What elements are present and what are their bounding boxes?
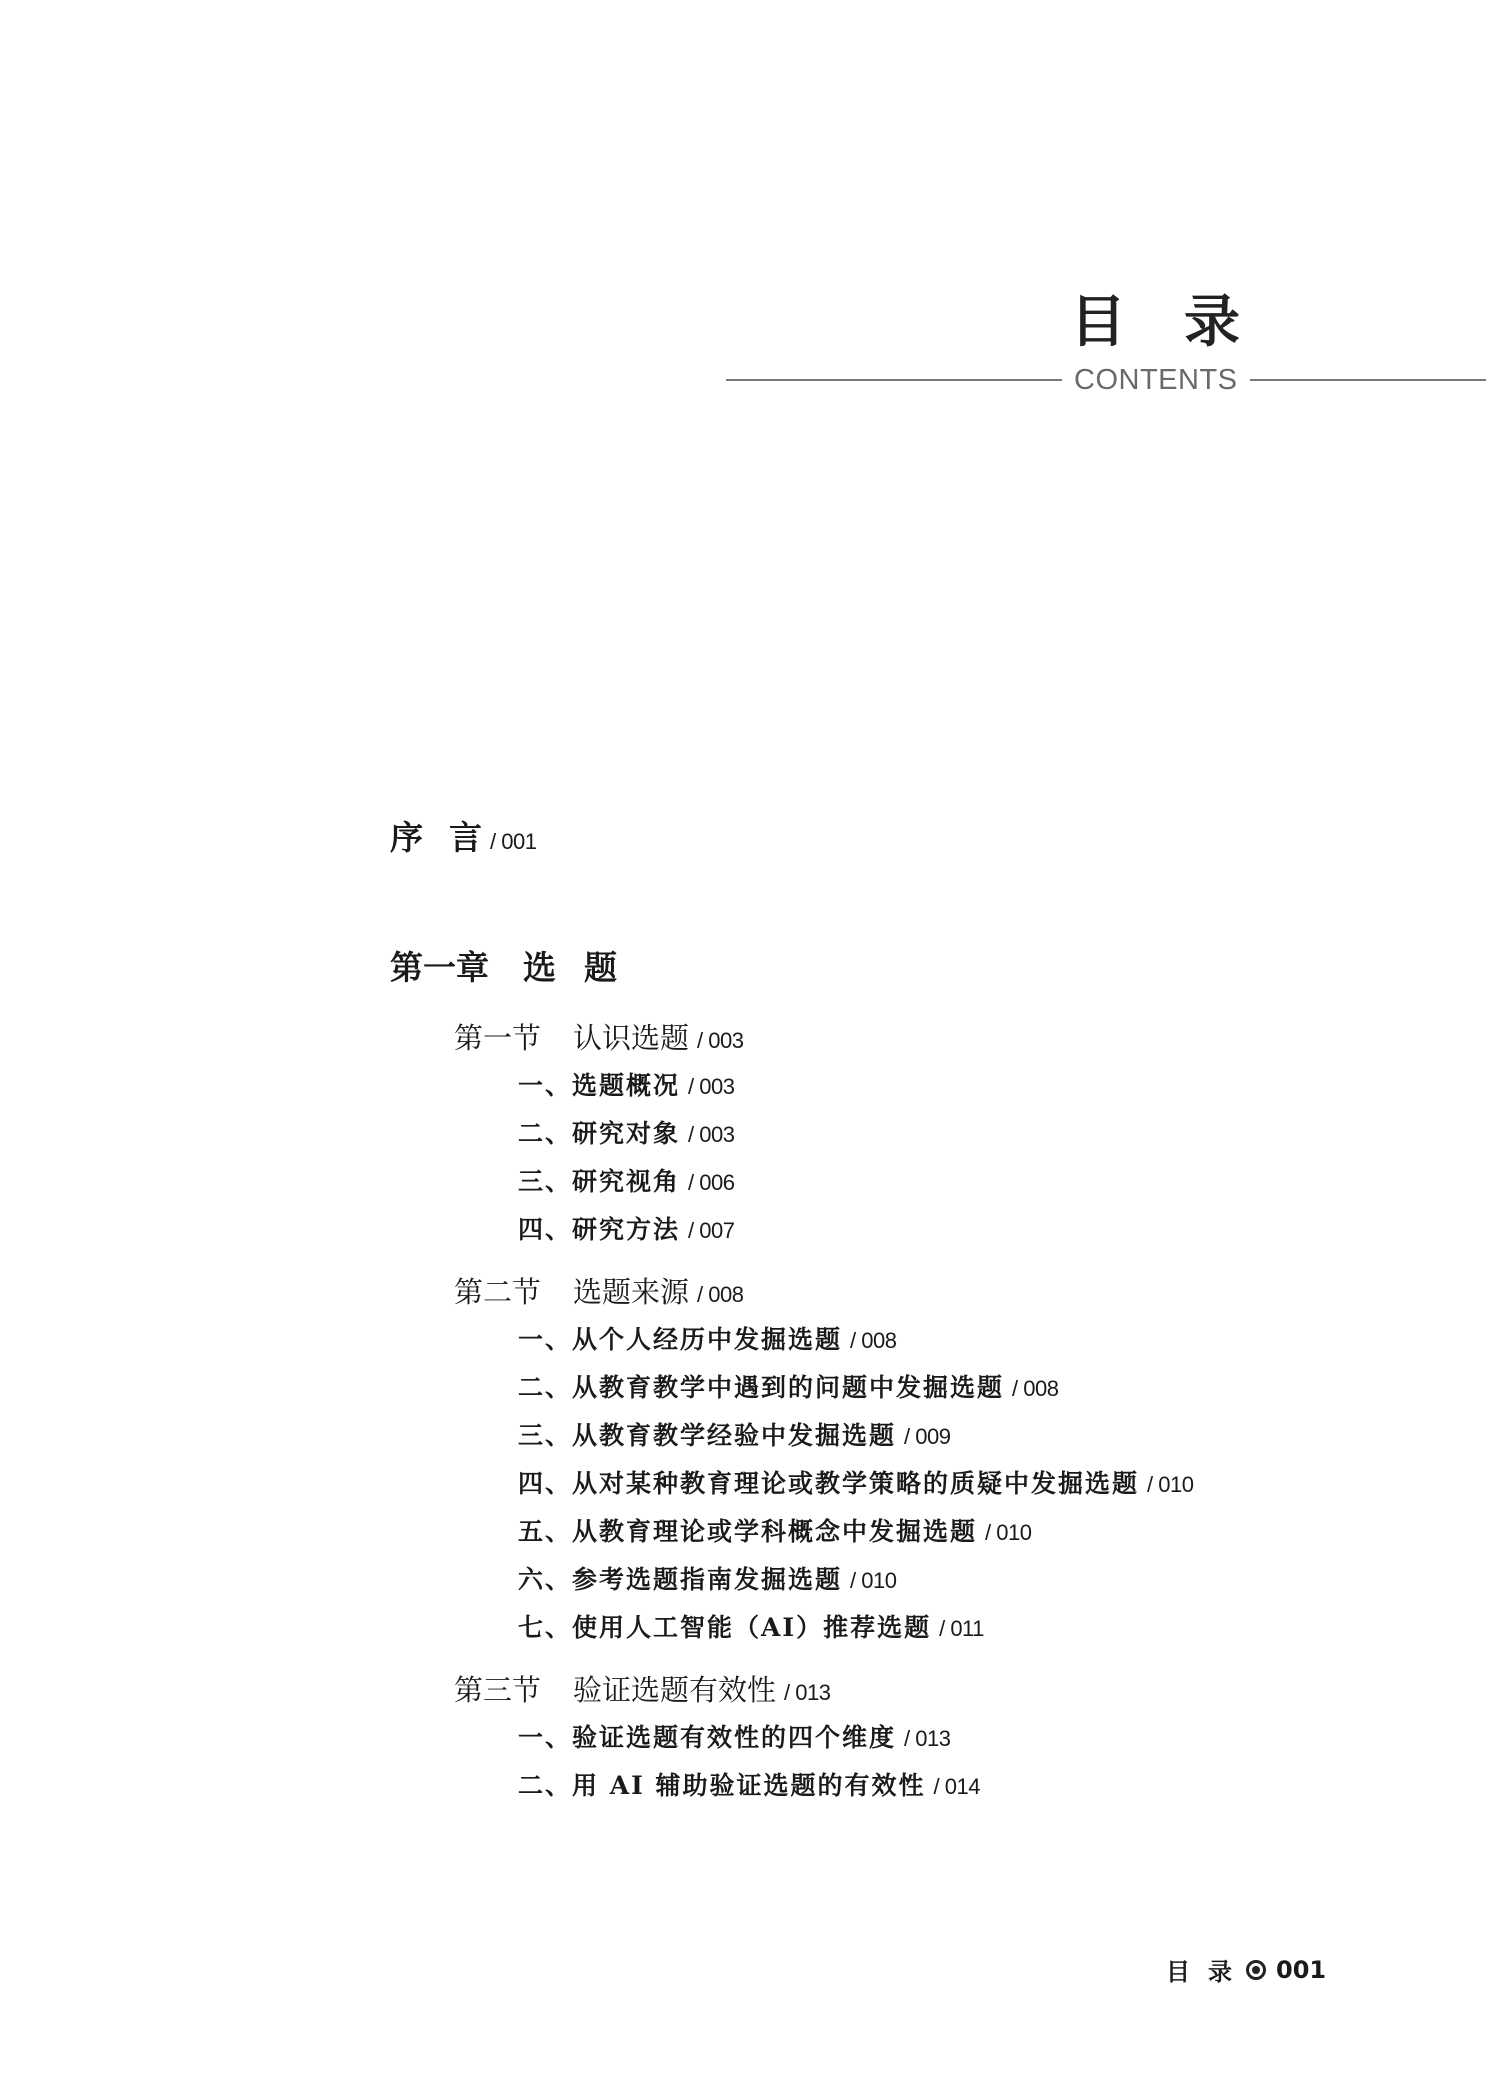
- section-title: 验证选题有效性: [573, 1673, 777, 1707]
- page-number: / 009: [904, 1424, 951, 1449]
- toc-item[interactable]: [518, 1210, 734, 1246]
- page-number: / 007: [688, 1218, 735, 1243]
- section-label: 第一节: [454, 1021, 542, 1055]
- page-number: / 008: [1012, 1376, 1059, 1401]
- bullseye-icon: [1246, 1960, 1266, 1980]
- page-number: / 003: [688, 1074, 735, 1099]
- footer-page-number: 001: [1276, 1955, 1327, 1984]
- title-char: 录: [1184, 290, 1240, 355]
- item-title: 三、研究视角: [518, 1167, 681, 1196]
- item-title: 六、参考选题指南发掘选题: [518, 1565, 843, 1594]
- chapter-title-char: 选: [523, 948, 556, 987]
- page-number: / 001: [490, 829, 537, 854]
- section-title: 认识选题: [573, 1021, 690, 1055]
- toc-preface[interactable]: [390, 812, 536, 859]
- chapter-label: 第一章: [390, 948, 489, 987]
- toc-item[interactable]: [518, 1066, 734, 1102]
- page-subtitle: CONTENTS: [1074, 363, 1238, 396]
- toc-item[interactable]: [518, 1162, 734, 1198]
- toc-section[interactable]: [454, 1016, 743, 1057]
- divider-left: [726, 379, 1062, 381]
- divider-right: [1250, 379, 1487, 381]
- toc-chapter[interactable]: [390, 942, 617, 989]
- page-number: / 010: [985, 1520, 1032, 1545]
- page-number: / 010: [850, 1568, 897, 1593]
- item-title: 四、研究方法: [518, 1215, 681, 1244]
- item-title: 四、从对某种教育理论或教学策略的质疑中发掘选题: [518, 1469, 1140, 1498]
- page-number: / 011: [939, 1616, 984, 1641]
- page-number: / 008: [850, 1328, 897, 1353]
- toc-item[interactable]: [518, 1608, 984, 1644]
- page-number: / 006: [688, 1170, 735, 1195]
- item-title: 一、验证选题有效性的四个维度: [518, 1723, 897, 1752]
- toc-item[interactable]: [518, 1368, 1058, 1404]
- toc-section[interactable]: [454, 1270, 743, 1311]
- preface-char: 序: [390, 818, 423, 857]
- item-title: 二、研究对象: [518, 1119, 681, 1148]
- page-footer: [1166, 1952, 1326, 1987]
- item-title: 二、从教育教学中遇到的问题中发掘选题: [518, 1373, 1005, 1402]
- footer-char: 目: [1166, 1958, 1190, 1986]
- item-title: 二、用 AI 辅助验证选题的有效性: [518, 1771, 926, 1800]
- toc-section[interactable]: [454, 1668, 830, 1709]
- footer-char: 录: [1208, 1958, 1232, 1986]
- page-number: / 003: [688, 1122, 735, 1147]
- section-label: 第二节: [454, 1275, 542, 1309]
- item-title: 一、选题概况: [518, 1071, 681, 1100]
- toc-item[interactable]: [518, 1512, 1031, 1548]
- page-title: [1070, 288, 1240, 358]
- page-number: / 010: [1147, 1472, 1194, 1497]
- page-number: / 014: [933, 1774, 980, 1799]
- item-title: 七、使用人工智能（AI）推荐选题: [518, 1613, 932, 1642]
- subtitle-row: [726, 360, 1486, 400]
- item-title: 三、从教育教学经验中发掘选题: [518, 1421, 897, 1450]
- toc-item[interactable]: [518, 1718, 950, 1754]
- toc-item[interactable]: [518, 1320, 896, 1356]
- page-number: / 013: [904, 1726, 951, 1751]
- toc-item[interactable]: [518, 1766, 980, 1802]
- page-number: / 008: [697, 1282, 744, 1307]
- chapter-title-char: 题: [584, 948, 617, 987]
- toc-item[interactable]: [518, 1114, 734, 1150]
- toc-item[interactable]: [518, 1560, 896, 1596]
- title-char: 目: [1070, 290, 1126, 355]
- toc-item[interactable]: [518, 1416, 950, 1452]
- item-title: 五、从教育理论或学科概念中发掘选题: [518, 1517, 978, 1546]
- page-number: / 003: [697, 1028, 744, 1053]
- section-label: 第三节: [454, 1673, 542, 1707]
- item-title: 一、从个人经历中发掘选题: [518, 1325, 843, 1354]
- section-title: 选题来源: [573, 1275, 690, 1309]
- toc-item[interactable]: [518, 1464, 1193, 1500]
- page-number: / 013: [784, 1680, 831, 1705]
- preface-char: 言: [449, 818, 482, 857]
